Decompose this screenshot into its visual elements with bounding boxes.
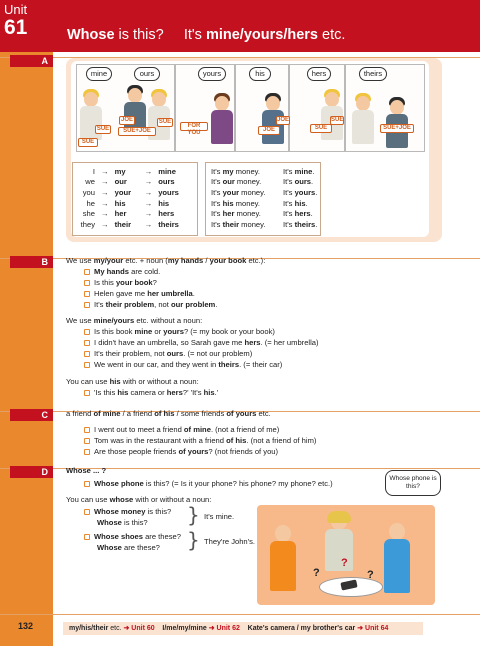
cross-reference-footer: my/his/their etc. ➜ Unit 60 I/me/my/mine ➜ Unit 62 Kate's camera / my brother's car ➜ Unit 64: [63, 622, 423, 635]
speech-bubble-whose-phone: Whose phone is this?: [385, 470, 441, 496]
page-number: 132: [18, 621, 34, 631]
money-cell: It's ours.: [283, 177, 314, 187]
section-label-b: B: [10, 256, 53, 268]
speech-bubble-theirs: theirs: [359, 67, 387, 81]
title-bar: [53, 0, 480, 52]
pronoun-cell: →: [101, 209, 109, 219]
example: Whose money is this?: [84, 507, 171, 516]
question-mark: ?: [341, 557, 348, 569]
pronoun-cell: →: [144, 209, 153, 219]
rule-d: You can use whose with or without a noun:: [66, 495, 212, 504]
rule-b1: We use my/your etc. + noun (my hands / your book etc.):: [66, 256, 266, 265]
link-unit-60[interactable]: ➜ Unit 60: [123, 625, 155, 632]
pronoun-cell: he: [86, 198, 95, 208]
money-cell: It's her money.: [211, 209, 261, 219]
pronoun-cell: →: [144, 177, 153, 187]
unit-badge: [0, 0, 53, 52]
pronoun-cell: →: [101, 198, 109, 208]
money-cell: It's hers.: [283, 209, 313, 219]
question-mark: ?: [313, 567, 320, 579]
pronoun-cell: my: [114, 166, 126, 176]
example: Is this book mine or yours? (= my book or your book): [84, 327, 275, 336]
name-tag: SUE+JOE: [380, 124, 414, 133]
divider: [0, 614, 480, 615]
pronoun-cell: →: [144, 219, 153, 229]
speech-bubble-hers: hers: [307, 67, 331, 81]
name-tag: SUE+JOE: [118, 127, 156, 136]
money-row: [208, 198, 320, 209]
money-cell: It's theirs.: [283, 219, 318, 229]
name-tag: JOE: [258, 126, 280, 135]
money-cell: It's my money.: [211, 166, 261, 176]
pronoun-cell: ours: [158, 177, 175, 187]
answer: It's mine.: [204, 512, 235, 521]
pronoun-cell: I: [92, 166, 95, 176]
example: Are those people friends of yours? (not friends of you): [84, 447, 278, 456]
money-table: [208, 166, 320, 230]
speech-bubble-yours: yours: [198, 67, 226, 81]
example: Whose shoes are these?: [84, 532, 181, 541]
pronoun-cell: →: [144, 187, 153, 197]
example: It's their problem, not ours. (= not our problem): [84, 349, 252, 358]
name-tag: SUE: [96, 126, 110, 132]
answer: They're John's.: [204, 537, 256, 546]
pronoun-row: [76, 187, 182, 198]
pronoun-row: [76, 166, 182, 177]
example: We went in our car, and they went in theirs. (= their car): [84, 360, 282, 369]
money-cell: It's his.: [283, 198, 308, 208]
pronoun-cell: his: [114, 198, 126, 208]
pronoun-row: [76, 208, 182, 219]
pronoun-cell: →: [144, 166, 153, 176]
rule-c: a friend of mine / a friend of his / some friends of yours etc.: [66, 409, 271, 418]
example: My hands are cold.: [84, 267, 160, 276]
money-cell: It's their money.: [211, 219, 266, 229]
pronoun-cell: →: [101, 166, 109, 176]
pronoun-cell: →: [144, 198, 153, 208]
section-label-c: C: [10, 409, 53, 421]
brace: }: [187, 503, 200, 527]
pronoun-cell: his: [158, 198, 170, 208]
pronoun-cell: we: [85, 177, 95, 187]
section-label-a: A: [10, 55, 53, 67]
speech-bubble-ours: ours: [134, 67, 160, 81]
pronoun-cell: our: [114, 177, 127, 187]
money-row: [208, 177, 320, 188]
example: Whose is this?: [97, 518, 148, 527]
name-tag: JOE: [120, 117, 133, 123]
pronoun-row: [76, 198, 182, 209]
example: 'Is this his camera or hers?' 'It's his.': [84, 388, 218, 397]
unit-number: 61: [4, 16, 28, 39]
pronoun-cell: →: [101, 219, 109, 229]
name-tag: SUE: [78, 138, 98, 147]
pronoun-table: [76, 166, 182, 230]
pronoun-row: [76, 177, 182, 188]
pronoun-cell: hers: [158, 209, 175, 219]
name-tag: SUE: [158, 119, 172, 125]
unit-label: Unit: [4, 2, 28, 17]
name-tag: FOR YOU: [180, 122, 208, 131]
rule-b3: You can use his with or without a noun:: [66, 377, 199, 386]
speech-bubble-his: his: [249, 67, 271, 81]
section-label-d: D: [10, 466, 53, 478]
example: I went out to meet a friend of mine. (not a friend of me): [84, 425, 279, 434]
money-row: [208, 187, 320, 198]
money-row: [208, 166, 320, 177]
pronoun-cell: →: [101, 187, 109, 197]
money-cell: It's mine.: [283, 166, 315, 176]
rule-b2: We use mine/yours etc. without a noun:: [66, 316, 203, 325]
pronoun-cell: mine: [158, 166, 176, 176]
question-mark: ?: [367, 569, 374, 581]
money-row: [208, 208, 320, 219]
heading-d: Whose ... ?: [66, 466, 107, 475]
page-title: Whose is this? It's mine/yours/hers etc.: [67, 27, 346, 43]
pronoun-cell: they: [80, 219, 95, 229]
link-unit-62[interactable]: ➜ Unit 62: [208, 625, 240, 632]
brace: }: [187, 528, 200, 552]
name-tag: SUE: [331, 117, 344, 123]
money-row: [208, 219, 320, 230]
pronoun-cell: →: [101, 177, 109, 187]
example: Is this your book?: [84, 278, 157, 287]
pronoun-cell: her: [114, 209, 127, 219]
name-tag: SUE: [310, 124, 332, 133]
pronoun-cell: your: [114, 187, 132, 197]
example: Helen gave me her umbrella.: [84, 289, 195, 298]
pronoun-cell: you: [82, 187, 95, 197]
money-cell: It's our money.: [211, 177, 262, 187]
pronoun-row: [76, 219, 182, 230]
pronoun-cell: theirs: [158, 219, 179, 229]
link-unit-64[interactable]: ➜ Unit 64: [357, 625, 389, 632]
pronoun-cell: their: [114, 219, 132, 229]
pronoun-cell: she: [82, 209, 95, 219]
money-cell: It's yours.: [283, 187, 318, 197]
money-cell: It's your money.: [211, 187, 266, 197]
pronoun-cell: yours: [158, 187, 179, 197]
example: I didn't have an umbrella, so Sarah gave me hers. (= her umbrella): [84, 338, 319, 347]
example: Tom was in the restaurant with a friend of his. (not a friend of him): [84, 436, 316, 445]
left-margin-bar: [0, 0, 53, 646]
example: It's their problem, not our problem.: [84, 300, 217, 309]
speech-bubble-mine: mine: [86, 67, 112, 81]
name-tag: JOE: [277, 117, 290, 123]
illustration-phone-scene: [257, 505, 435, 605]
example: Whose phone is this? (= Is it your phone? his phone? my phone? etc.): [84, 479, 333, 488]
money-cell: It's his money.: [211, 198, 261, 208]
example: Whose are these?: [97, 543, 160, 552]
